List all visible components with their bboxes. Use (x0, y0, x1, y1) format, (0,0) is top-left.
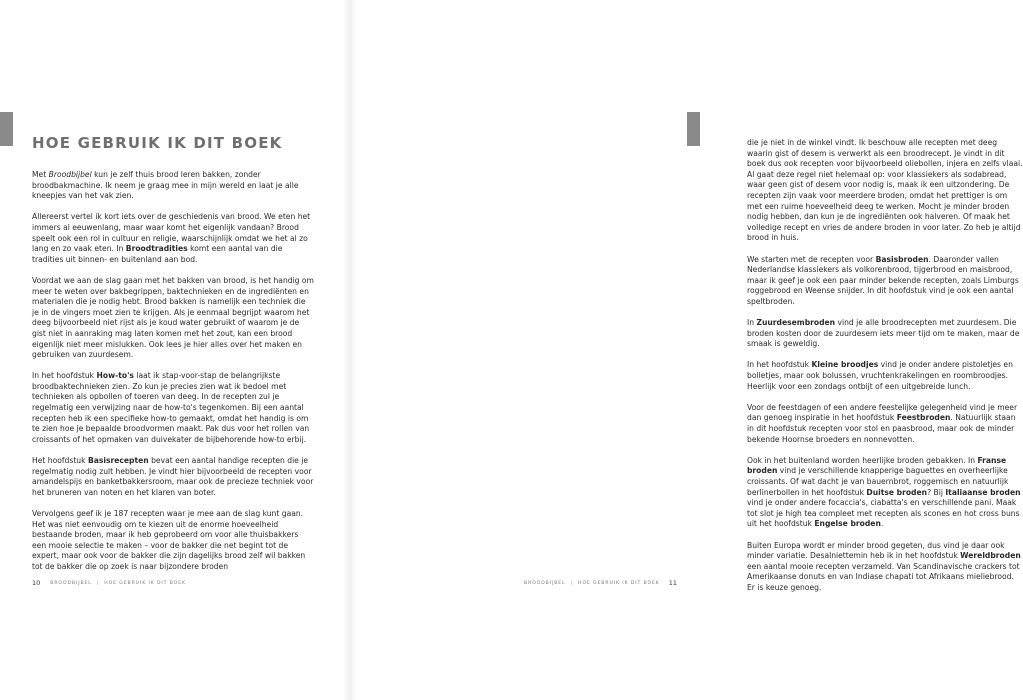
text-run: kun je zelf thuis brood leren bakken, zonder broodbakmachine. Ik neem je graag mee in mijn wereld en laat je alle kneepjes van het vak zien. (32, 170, 299, 201)
chapter-reference: Broodtradities (125, 244, 188, 254)
text-run: . Natuurlijk staan in dit hoofdstuk recepten voor stol en paasbrood, maar ook de minder bekende Hoornse broeders en nonnevotten. (747, 413, 1016, 444)
text-run: bevat een aantal handige recepten die je regelmatig nodig zult hebben. Je vindt hier bijvoorbeeld de recepten voor amandelspijs en banketbakkersroom, maar ook de precieze techniek voor het bruneren van noten en het klaren van boter. (32, 456, 314, 497)
running-head-book: BROODBIJBEL (524, 580, 566, 586)
text-run: vind je alle broodrecepten met zuurdesem. Die broden kosten door de zuurdesem iets meer tijd om te maken, maar de smaak is geweldig. (747, 318, 1020, 349)
chapter-reference: Duitse broden (866, 487, 928, 497)
page-number: 10 (32, 579, 41, 587)
text-run: Allereerst vertel ik kort iets over de geschiedenis van brood. We eten het immers al eeuwenlang, maar waar komt het eigenlijk vandaan? Brood speelt ook een rol in cultuur en religie, waarschijnlijk omdat we het al zo lang en zo vaak eten. In (32, 212, 311, 254)
body-paragraph (747, 255, 1023, 308)
body-paragraph (747, 318, 1023, 350)
right-page (350, 0, 1023, 700)
book-title-reference: Broodbijbel (48, 170, 92, 179)
text-run: Voordat we aan de slag gaan met het bakken van brood, is het handig om meer te weten over bakbegrippen, baktechnieken en de ingrediënten en materialen die je nodig hebt. Brood bakken is namelijk een techniek die je in de vingers moet zien te krijgen. Als je eenmaal begrijpt waarom het deeg bijvoorbeeld niet rijst als je koud water gebruikt of waarom je de gist niet in aanraking mag laten komen met het zout, kan een brood eigenlijk niet meer mislukken. Ook lees je hier alles over het maken en gebruiken van zuurdesem. (32, 275, 314, 360)
body-paragraph (32, 170, 314, 202)
text-run: In (747, 318, 757, 328)
text-run: die je niet in de winkel vindt. Ik beschouw alle recepten met deeg waarin gist of desem is verwerkt als een broodrecept. Je vindt in dit boek dus ook recepten voor bijvoorbeeld oliebollen, injera en zelfs vlaai. Al gaat deze regel niet helemaal op: voor klassiekers als sodabread, waar geen gist of desem voor nodig is, maak ik een uitzondering. De recepten zijn vaak voor meerdere broden, omdat het prettiger is om met een ruime hoeveelheid deeg te werken. Mocht je minder broden nodig hebben, dan kun je de ingrediënten ook halveren. Of maak het volledige recept en vries de andere broden in voor later. Zo heb je altijd brood in huis. (747, 138, 1023, 243)
body-paragraph (747, 456, 1023, 530)
running-head-separator: | (570, 580, 573, 586)
text-run: Het hoofdstuk (32, 456, 88, 466)
running-head-chapter: HOE GEBRUIK IK DIT BOEK (104, 580, 186, 586)
body-paragraph (32, 212, 314, 265)
chapter-reference: Engelse broden (814, 519, 881, 529)
text-run: komt een aantal van die tradities uit binnen- en buitenland aan bod. (32, 244, 283, 264)
right-body-text (747, 138, 1023, 594)
text-run: In het hoofdstuk (32, 371, 97, 381)
body-paragraph (747, 360, 1023, 392)
text-run: vind je onder andere focaccia's, ciabatta's en verschillende pani. Maak tot slot je high tea compleet met recepten als scones en hot cross buns uit het hoofdstuk (747, 498, 1020, 529)
text-run: In het hoofdstuk (747, 360, 812, 370)
text-run: Vervolgens geef ik je 187 recepten waar je mee aan de slag kunt gaan. Het was niet eenvoudig om te kiezen uit de enorme hoeveelheid bestaande broden, maar ik heb geprobeerd om voor alle thuisbakkers een mooie selectie te maken – voor de bakker die net begint tot de expert, maar ook voor de bakker die zijn dagelijks brood zelf wil bakken tot de bakker die op zoek is naar bijzondere broden (32, 509, 306, 571)
body-paragraph (32, 456, 314, 498)
running-head-chapter: HOE GEBRUIK IK DIT BOEK (578, 580, 660, 586)
chapter-reference: Feestbroden (896, 413, 951, 423)
text-run: We starten met de recepten voor (747, 254, 876, 264)
text-run: Met (32, 170, 49, 179)
body-paragraph (32, 276, 314, 361)
chapter-title: HOE GEBRUIK IK DIT BOEK (32, 134, 283, 152)
text-run: Buiten Europa wordt er minder brood gegeten, dus vind je daar ook minder variatie. Desalniettemin heb ik in het hoofdstuk (747, 540, 1005, 561)
chapter-reference: Basisrecepten (87, 456, 149, 466)
right-footer (524, 579, 677, 587)
text-run: Ook in het buitenland worden heerlijke broden gebakken. In (747, 455, 978, 465)
text-run: vind je onder andere pistoletjes en bolletjes, maar ook bolussen, vruchtenkrakelingen en roombroodjes. Heerlijk voor een zondags ontbijt of een uitgebreide lunch. (747, 360, 1013, 391)
chapter-tab-marker (0, 112, 13, 146)
text-run: een aantal mooie recepten verzameld. Van Scandinavische crackers tot Amerikaanse donuts en van Indiase chapati tot Afrikaans mieliebrood. Er is keuze genoeg. (747, 561, 1020, 592)
chapter-reference: Franse broden (747, 455, 1007, 476)
text-run: . (880, 519, 884, 529)
chapter-reference: How-to's (96, 371, 134, 381)
body-paragraph (32, 371, 314, 445)
left-page (0, 0, 350, 700)
left-body-text (32, 170, 314, 573)
page-number: 11 (668, 579, 677, 587)
chapter-reference: Basisbroden (875, 254, 929, 264)
running-head-separator: | (96, 580, 100, 586)
text-run: Voor de feestdagen of een andere feestelijke gelegenheid vind je meer dan genoeg inspiratie in het hoofdstuk (747, 402, 1018, 423)
body-paragraph (747, 541, 1023, 594)
body-paragraph (747, 403, 1023, 445)
text-run: . Daaronder vallen Nederlandse klassiekers als volkorenbrood, tijgerbrood en maisbrood, maar ik geef je ook een paar minder bekende recepten, zoals Limburgs roggebrood en Weense snijder. In dit hoofdstuk vind je ook een aantal speltbroden. (747, 254, 1019, 306)
text-run: ? Bij (927, 487, 946, 497)
left-footer (32, 579, 186, 587)
chapter-reference: Italiaanse broden (945, 487, 1021, 497)
text-run: laat ik stap-voor-stap de belangrijkste broodbaktechnieken zien. Zo kun je precies zien wat ik bedoel met technieken als opbollen of toeren van deeg. In de recepten zul je regelmatig een verwijzing naar de how-to's tegenkomen. Bij een aantal recepten heb ik een specifieke how-to gemaakt, omdat het handig is om te zien hoe je bepaalde broodvormen maakt. Pak dus voor het rollen van croissants of het opmaken van duivekater de bijbehorende how-to erbij. (32, 371, 310, 444)
chapter-tab-marker (687, 112, 700, 146)
text-run: vind je verschillende knapperige baguettes en overheerlijke croissants. Of wat dacht je van bauernbrot, roggemisch en natuurlijk berlinerbollen in het hoofdstuk (747, 466, 1009, 497)
body-paragraph (747, 138, 1023, 244)
body-paragraph (32, 509, 314, 573)
chapter-reference: Kleine broodjes (811, 360, 879, 370)
running-head-book: BROODBIJBEL (50, 580, 92, 586)
chapter-reference: Wereldbroden (960, 551, 1021, 561)
chapter-reference: Zuurdesembroden (756, 318, 836, 328)
